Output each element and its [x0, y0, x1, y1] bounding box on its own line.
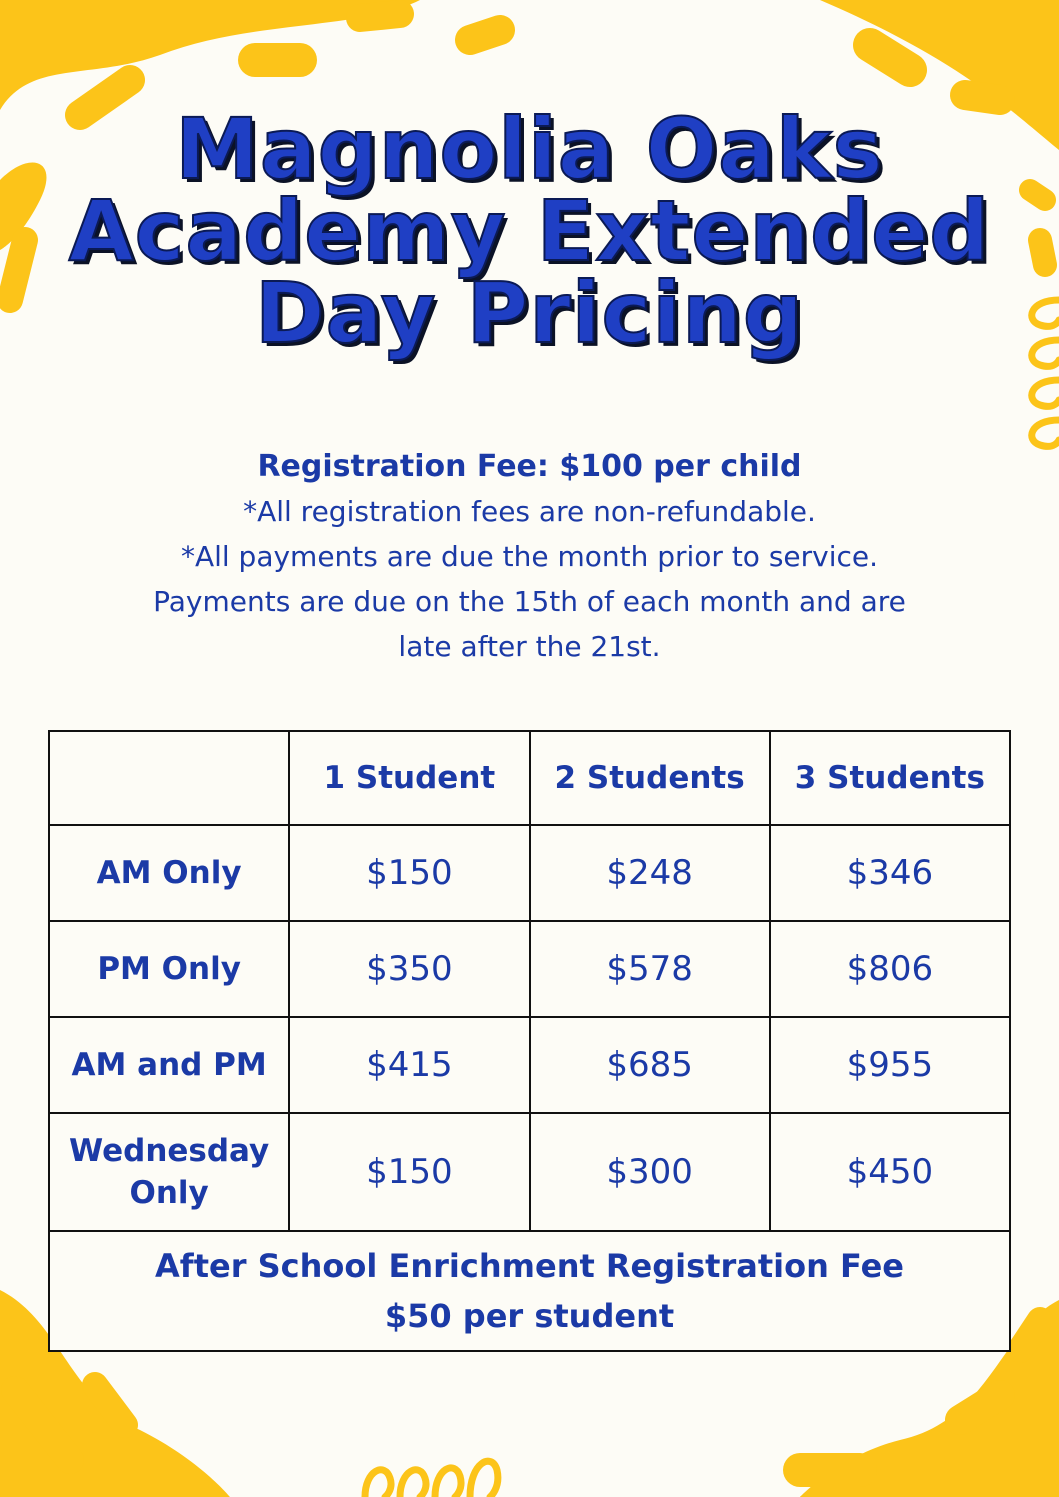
table-row — [49, 825, 1010, 921]
footer-row — [49, 1231, 1010, 1351]
note-line: *All registration fees are non-refundable. — [243, 495, 816, 528]
price-cell: $450 — [770, 1113, 1010, 1231]
header-cell: 3 Students — [770, 731, 1010, 825]
registration-fee: Registration Fee: $100 per child — [257, 449, 802, 484]
enrichment-fee-amount: $50 per student — [384, 1297, 675, 1335]
header-cell: 1 Student — [289, 731, 529, 825]
enrichment-fee-cell — [49, 1231, 1010, 1351]
title-line-3: Day Pricing — [254, 264, 805, 362]
price-cell: $350 — [289, 921, 529, 1017]
title-line-2: Academy Extended — [68, 182, 991, 280]
fee-info — [60, 445, 999, 669]
table-row — [49, 1113, 1010, 1231]
row-label-line: Wednesday — [69, 1133, 270, 1169]
header-cell: 2 Students — [530, 731, 770, 825]
note-line: *All payments are due the month prior to service. — [180, 540, 879, 573]
pricing-table — [48, 730, 1011, 1352]
price-cell: $300 — [530, 1113, 770, 1231]
title-line-1: Magnolia Oaks — [175, 100, 884, 198]
price-cell: $685 — [530, 1017, 770, 1113]
header-cell-empty — [49, 731, 289, 825]
price-cell: $578 — [530, 921, 770, 1017]
price-cell: $415 — [289, 1017, 529, 1113]
price-cell: $346 — [770, 825, 1010, 921]
row-label — [49, 1113, 289, 1231]
row-label-line: Only — [129, 1175, 209, 1211]
price-cell: $955 — [770, 1017, 1010, 1113]
note-line: Payments are due on the 15th of each month and are — [153, 585, 906, 618]
price-cell: $248 — [530, 825, 770, 921]
row-label: PM Only — [49, 921, 289, 1017]
header-row — [49, 731, 1010, 825]
page-title — [30, 100, 1029, 362]
price-cell: $806 — [770, 921, 1010, 1017]
enrichment-fee-title: After School Enrichment Registration Fee — [155, 1247, 904, 1285]
row-label: AM Only — [49, 825, 289, 921]
price-cell: $150 — [289, 825, 529, 921]
row-label: AM and PM — [49, 1017, 289, 1113]
table-row — [49, 1017, 1010, 1113]
note-line: late after the 21st. — [398, 630, 661, 663]
table-row — [49, 921, 1010, 1017]
price-cell: $150 — [289, 1113, 529, 1231]
